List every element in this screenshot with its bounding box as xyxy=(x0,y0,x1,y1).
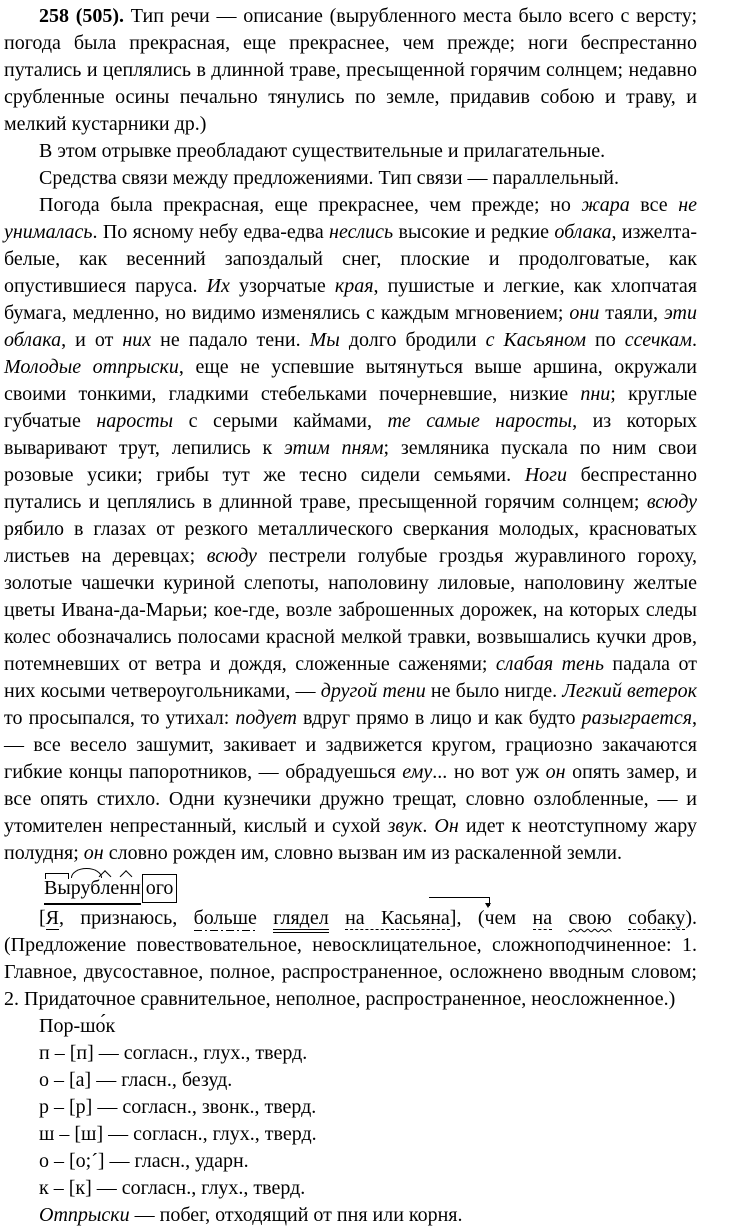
text-run: ], ( xyxy=(449,907,485,929)
italic-run: другой тени xyxy=(320,680,426,702)
text-run: по xyxy=(586,329,625,351)
text-run xyxy=(257,907,273,929)
text-run: узорчатые xyxy=(229,275,335,297)
para-parts-of-speech xyxy=(4,138,697,165)
text-run: ; круглые губчатые xyxy=(4,383,698,432)
text-run xyxy=(612,907,628,929)
text-run: п – [п] — согласн., глух., тверд. xyxy=(39,1042,308,1064)
text-run: с серыми каймами, xyxy=(173,410,388,432)
italic-run: подует xyxy=(235,707,297,729)
text-run: Погода была прекрасная, еще прекраснее, чем прежде; но xyxy=(39,194,582,216)
suffix-morpheme: енн xyxy=(110,875,140,902)
italic-run: Молодые отпрыски xyxy=(4,356,179,378)
text-run: ). (Предложение повествовательное, невосклицательное, сложноподчиненное: 1. Главное, двусоставное, полное, распространенное, осложнено вводным словом; 2. Придаточное сравнительное, неполное, распространенное, неосложненное.) xyxy=(4,907,698,1010)
text-run: Тип речи — описание (вырубленного места было всего с версту; погода была прекрасная, еще прекраснее, чем прежде; ноги беспрестанно путались и цеплялись в длинной траве, пресыщенной горячим солнцем; недавно срубленные осины печально тянулись по земле, придавив собою и траву, и мелкий кустарники др.) xyxy=(4,5,697,135)
text-run: Средства связи между предложениями. Тип связи — параллельный. xyxy=(39,167,619,189)
italic-run: всюду xyxy=(646,491,697,513)
para-source-text xyxy=(4,192,697,867)
italic-run: Ноги xyxy=(524,464,567,486)
adverbial-underline: больше xyxy=(193,907,257,929)
text-run xyxy=(552,907,568,929)
italic-run: с Касьяном xyxy=(485,329,586,351)
italic-run: них xyxy=(122,329,152,351)
text-run: высокие и редкие xyxy=(393,221,555,243)
word-definition xyxy=(4,1202,697,1229)
text-run: то просыпался, то утихал: xyxy=(4,707,236,729)
text-run: [ xyxy=(39,907,46,929)
text-run: , еще не успевшие вытянуться выше аршина, окружали своими тонкими, гладкими стебельками почерневшие, низкие xyxy=(4,356,697,405)
phonetic-line-sh xyxy=(4,1121,697,1148)
text-run: о – [о;´] — гласн., ударн. xyxy=(39,1150,249,1172)
phonetic-word-heading xyxy=(4,1013,697,1040)
text-run: падала от них косыми четвероугольниками, — xyxy=(4,653,697,702)
italic-run: ему xyxy=(402,761,433,783)
phonetic-line-o1 xyxy=(4,1067,697,1094)
italic-run: пни xyxy=(580,383,611,405)
text-run: долго бродили xyxy=(339,329,486,351)
italic-run: Легкий ветерок xyxy=(562,680,698,702)
exercise-answer-intro xyxy=(4,3,697,138)
text-run: , и от xyxy=(61,329,123,351)
object-underline: собаку xyxy=(628,907,686,929)
text-run: , — все весело зашумит, закивает и задвижется кругом, грациозно закачаются гибкие концы папоротников, — обрадуешься xyxy=(4,707,697,783)
text-run: опять замер, и все опять стихло. Одни кузнечики дружно трещат, словно озлобленные, — и утомителен непрестанный, кислый и сухой xyxy=(4,761,697,837)
text-run: рябило в глазах от резкого металлического сверкания молодых, красноватых листьев на деревцах; xyxy=(4,518,697,567)
phonetic-line-o2 xyxy=(4,1148,697,1175)
italic-run: те самые наросты xyxy=(387,410,573,432)
italic-run: Мы xyxy=(309,329,340,351)
italic-run: не унималась xyxy=(4,194,697,243)
text-run: , признаюсь, xyxy=(59,907,194,929)
object-underline: на xyxy=(532,907,553,929)
object-underline: на Касьяна xyxy=(345,907,450,929)
italic-run: всюду xyxy=(206,545,257,567)
text-run: р – [р] — согласн., звонк., тверд. xyxy=(39,1096,317,1118)
italic-run: он xyxy=(83,842,104,864)
subject-underline: Я xyxy=(45,907,60,929)
root-morpheme: руб xyxy=(71,875,101,902)
italic-run: облака xyxy=(554,221,612,243)
italic-run: звук xyxy=(387,815,423,837)
phonetic-line-p xyxy=(4,1040,697,1067)
suffix-morpheme: л xyxy=(100,875,110,902)
text-run: вдруг прямо в лицо и как будто xyxy=(296,707,582,729)
italic-run: Их xyxy=(206,275,230,297)
text-run: к – [к] — согласн., глух., тверд. xyxy=(39,1177,306,1199)
phonetic-line-r xyxy=(4,1094,697,1121)
word-stem xyxy=(44,875,141,905)
predicate-underline: глядел xyxy=(273,907,328,933)
italic-run: края xyxy=(334,275,374,297)
italic-run: наросты xyxy=(96,410,174,432)
text-run: словно рожден им, словно вызван им из раскаленной земли. xyxy=(103,842,622,864)
para-sentence-analysis xyxy=(4,905,697,1013)
prefix-morpheme: Вы xyxy=(44,875,71,902)
morpheme-analysis-word xyxy=(44,867,697,905)
phonetic-line-k xyxy=(4,1175,697,1202)
italic-run: эти облака xyxy=(4,302,697,351)
text-run: , пушистые и легкие, как хлопчатая бумага, медленно, но видимо изменялись с каждым мгновением; xyxy=(4,275,697,324)
text-run: Пор-шо́к xyxy=(39,1015,116,1037)
text-run xyxy=(516,907,532,929)
text-run: — побег, отходящий от пня или корня. xyxy=(129,1204,463,1226)
text-run: ш – [ш] — согласн., глух., тверд. xyxy=(39,1123,317,1145)
italic-run: он xyxy=(545,761,566,783)
italic-run: слабая тень xyxy=(495,653,604,675)
text-run: не было нигде. xyxy=(425,680,563,702)
text-run: таяли, xyxy=(599,302,664,324)
text-run: не падало тени. xyxy=(151,329,310,351)
text-run xyxy=(329,907,345,929)
italic-run: этим пням xyxy=(283,437,384,459)
attribute-underline: свою xyxy=(568,907,612,929)
text-run: , из которых вываривают трут, лепились к xyxy=(4,410,698,459)
text-run: о – [а] — гласн., безуд. xyxy=(39,1069,233,1091)
arrow-target-word: чем xyxy=(484,907,517,929)
italic-run: ссечкам xyxy=(624,329,692,351)
text-run: . xyxy=(692,329,697,351)
text-run: ; земляника пускала по ним свои розовые усики; грибы тут же тесно сидели семьями. xyxy=(4,437,697,486)
text-run: . xyxy=(422,815,435,837)
text-run: все xyxy=(629,194,679,216)
para-connection-type xyxy=(4,165,697,192)
text-run: . По ясному небу едва-едва xyxy=(92,221,330,243)
italic-run: разыграется xyxy=(581,707,692,729)
text-run: , изжелта-белые, как весенний запоздалый снег, плоские и продолговатые, как опустившиеся паруса. xyxy=(4,221,697,297)
italic-run: они xyxy=(569,302,600,324)
italic-run: Он xyxy=(434,815,459,837)
text-run: беспрестанно путались и цеплялись в длинной траве, пресыщенной горячим солнцем; xyxy=(4,464,697,513)
text-run: В этом отрывке преобладают существительные и прилагательные. xyxy=(39,140,606,162)
text-run: идет к неотступному жару полудня; xyxy=(4,815,698,864)
text-run: пестрели голубые гроздья журавлиного гороху, золотые чашечки куриной слепоты, наполовину лиловые, наполовину желтые цветы Ивана-да-Марьи; кое-где, возле заброшенных дорожек, на которых следы колес обозначались полосами красной мелкой травки, возвышались кучки дров, потемневших от ветра и дождя, сложенные саженями; xyxy=(4,545,697,675)
ending-morpheme: ого xyxy=(142,874,178,903)
italic-run: Отпрыски xyxy=(39,1204,130,1226)
italic-run: жара xyxy=(581,194,630,216)
bold-run: 258 (505). xyxy=(39,5,125,27)
italic-run: неслись xyxy=(329,221,394,243)
text-run: ... но вот уж xyxy=(432,761,546,783)
